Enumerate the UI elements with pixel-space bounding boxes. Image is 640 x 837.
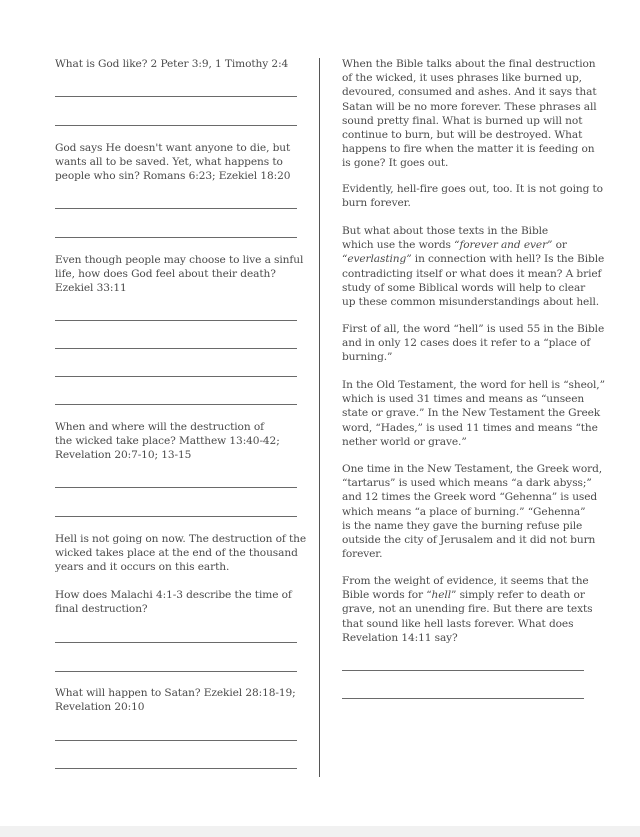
answer-line[interactable]	[55, 671, 297, 672]
answer-line[interactable]	[55, 237, 297, 238]
answer-line[interactable]	[342, 670, 584, 671]
column-divider	[319, 58, 320, 777]
question-god-feel-death: Even though people may choose to live a sinful life, how does God feel about their death? Ezekiel 33:11	[55, 254, 304, 295]
answer-line[interactable]	[55, 376, 297, 377]
paragraph-hell-not-now: Hell is not going on now. The destruction of the wicked takes place at the end of the thousand years and it occurs on this earth.	[55, 533, 307, 574]
answer-line[interactable]	[55, 516, 297, 517]
question-what-happens-sin: God says He doesn't want anyone to die, but wants all to be saved. Yet, what happens to people who sin? Romans 6:23; Ezekiel 18:20	[55, 142, 291, 183]
answer-line[interactable]	[55, 125, 297, 126]
page-bottom-edge	[0, 826, 640, 837]
answer-line[interactable]	[55, 768, 297, 769]
answer-line[interactable]	[342, 698, 584, 699]
answer-line[interactable]	[55, 740, 297, 741]
answer-line[interactable]	[55, 208, 297, 209]
question-god-like: What is God like? 2 Peter 3:9, 1 Timothy 2:4	[55, 58, 289, 70]
paragraph-forever-texts: But what about those texts in the Bible which use the words “forever and ever” or “everlasting” in connection with hell? Is the Bible contradicting itself or what does it mean? A brief study of some Biblical words will help to clear up these common misunderstandings about hell.	[342, 225, 605, 309]
paragraph-sheol-hades: In the Old Testament, the word for hell is “sheol,” which is used 31 times and means as “unseen state or grave.” In the New Testament the Greek word, “Hades,” is used 11 times and means “the nether world or grave.”	[342, 379, 605, 448]
answer-line[interactable]	[55, 487, 297, 488]
paragraph-weight-of-evidence: From the weight of evidence, it seems that the Bible words for “hell” simply refer to death or grave, not an unending fire. But there are texts that sound like hell lasts forever. What does Revelation 14:11 say?	[342, 575, 593, 644]
answer-line[interactable]	[55, 320, 297, 321]
paragraph-hellfire-goes-out: Evidently, hell-fire goes out, too. It is not going to burn forever.	[342, 183, 603, 210]
paragraph-tartarus-gehenna: One time in the New Testament, the Greek word, “tartarus” is used which means “a dark abyss;” and 12 times the Greek word “Gehenna” is used which means “a place of burning.” “Gehenna” is the name they gave the burning refuse pile outside the city of Jerusalem and it did not burn forever.	[342, 463, 603, 561]
answer-line[interactable]	[55, 404, 297, 405]
question-destruction-when-where: When and where will the destruction of the wicked take place? Matthew 13:40-42; Revelation 20:7-10; 13-15	[55, 421, 280, 462]
question-satan: What will happen to Satan? Ezekiel 28:18-19; Revelation 20:10	[55, 687, 296, 714]
answer-line[interactable]	[55, 348, 297, 349]
paragraph-final-destruction: When the Bible talks about the final destruction of the wicked, it uses phrases like burned up, devoured, consumed and ashes. And it says that Satan will be no more forever. These phrases all sound pretty final. What is burned up will not continue to burn, but will be destroyed. What happens to fire when the matter it is feeding on is gone? It goes out.	[342, 58, 597, 170]
answer-line[interactable]	[55, 642, 297, 643]
paragraph-word-hell-count: First of all, the word “hell” is used 55 in the Bible and in only 12 cases does it refer to a “place of burning.”	[342, 323, 605, 364]
answer-line[interactable]	[55, 96, 297, 97]
question-malachi: How does Malachi 4:1-3 describe the time of final destruction?	[55, 589, 292, 616]
